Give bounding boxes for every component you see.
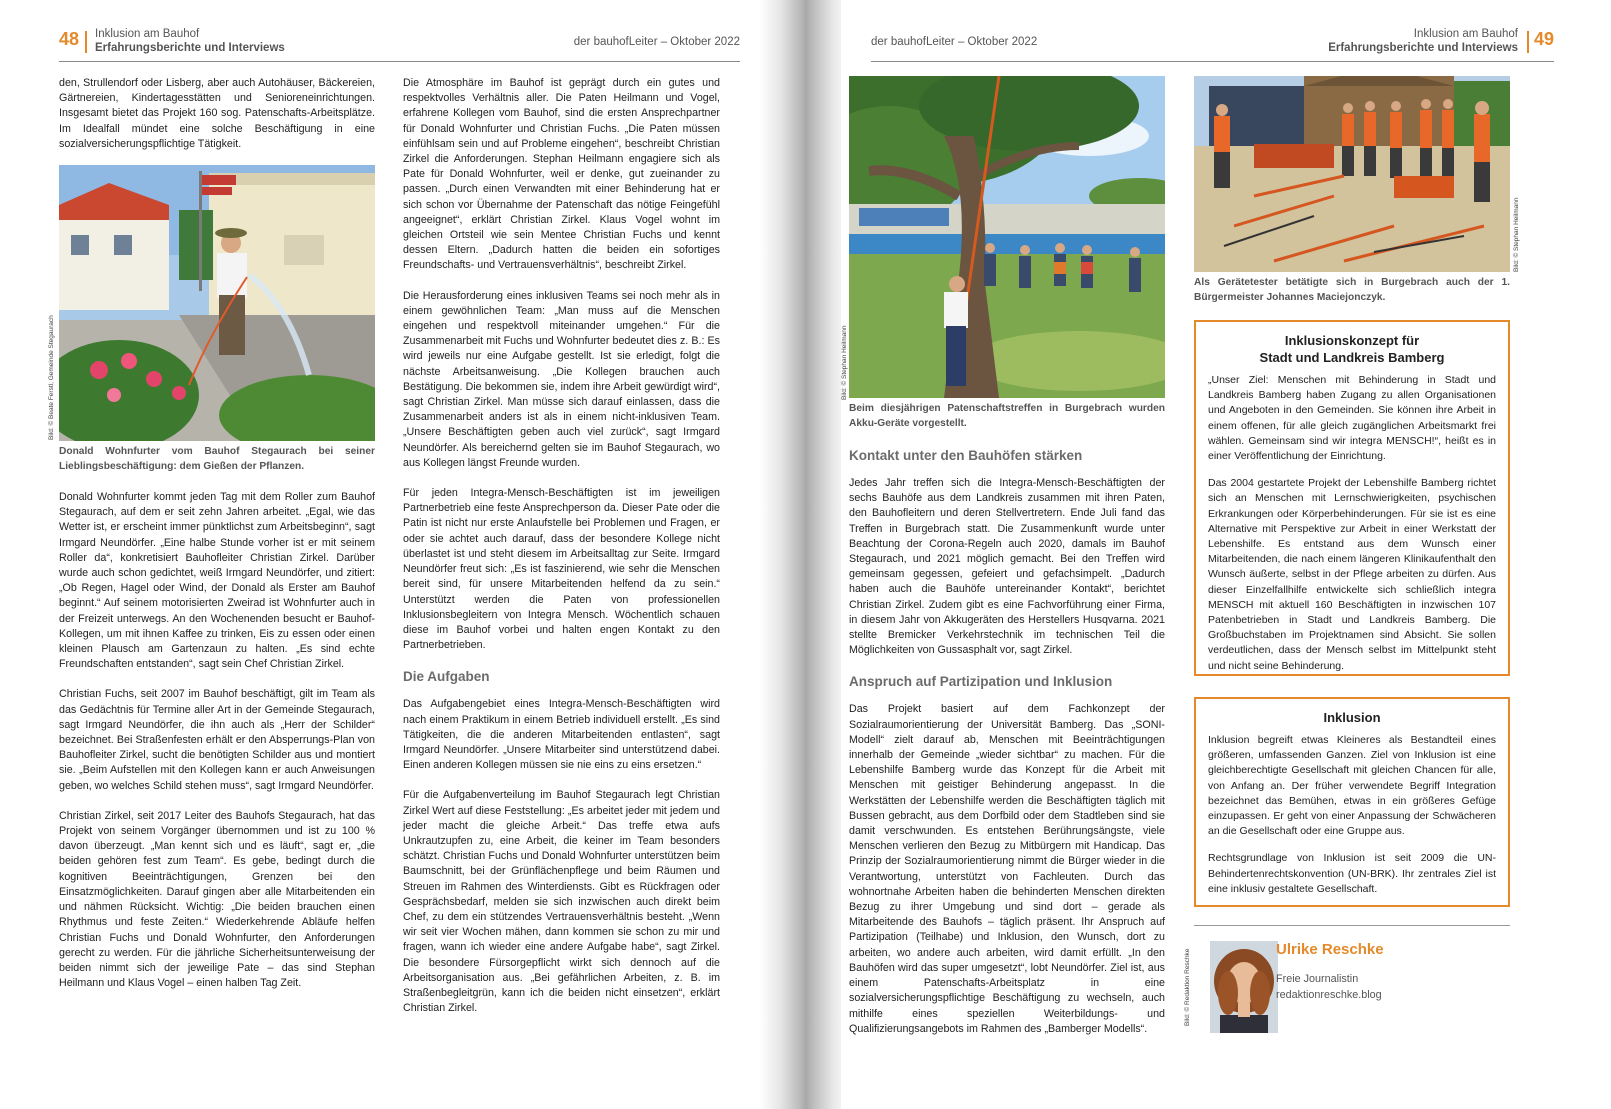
infobox-paragraph: Das 2004 gestartete Projekt der Lebenshilfe Bamberg richtet sich an Menschen mit Lernschwierigkeiten, psychischen Erkrankungen oder Körperbehinderungen. Für sie ist es eine Alternative mit Perspektive zur Arbeit in einer Werkstatt der Lebenshilfe. Es entstand aus dem Wunsch einer Mitarbeitenden, die nach einem längeren Klinikaufenthalt den Wunsch äußerte, selbst in der Pflege arbeiten zu dürfen. Aus dieser Einzelfallhilfe entwickelte sich schließlich integra MENSCH mit aktuell 160 Beschäftigten in inzwischen 107 Patenbetrieben in Stadt und Landkreis Bamberg. Die Großbuchstaben im Projektnamen sind Absicht. Sie sollen verdeutlichen, dass der Mensch selbst im Mittelpunkt steht und nicht seine Behinderung.	[1208, 477, 1496, 672]
author-photo	[1210, 941, 1278, 1033]
paragraph: Für jeden Integra-Mensch-Beschäftigten ist im jeweiligen Partnerbetrieb eine feste Ansprechperson da. Dieser Pate oder die Patin ist nicht nur erste Anlaufstelle bei Problemen und Fragen, er oder sie achtet auch darauf, dass der besondere Kollege nicht überlastet ist und steht diesem im Arbeitsalltag zur Seite. Irmgard Neundörfer freut sich: „Es ist faszinierend, wie sehr die Menschen bereit sind, für unsere Mitarbeitenden helfend da zu sein.“ Unterstützt werden die Paten von professionellen Inklusionsbegleitern von Integra Mensch. Wöchentlich schauen diese im Bauhof vorbei und halten engen Kontakt zu den Partnerbetrieben.	[403, 487, 720, 652]
magazine-issue: der bauhofLeiter – Oktober 2022	[871, 36, 1038, 48]
left-column-1	[59, 76, 375, 1006]
page-number: 49	[1533, 29, 1554, 49]
page-gutter	[760, 0, 852, 1109]
photo-caption: Donald Wohnfurter vom Bauhof Stegaurach bei seiner Lieblingsbeschäftigung: dem Gießen der Pflanzen.	[59, 446, 375, 472]
page-number: 48	[59, 29, 80, 49]
right-page-header	[871, 26, 1554, 62]
right-page	[841, 0, 1611, 1109]
infobox-title: Inklusion	[1323, 710, 1381, 725]
paragraph: Donald Wohnfurter kommt jeden Tag mit dem Roller zum Bauhof Stegaurach, auf dem er seit zehn Jahren arbeitet. „Egal, wie das Wetter ist, er erscheint immer pünktlichst zum Arbeitsbeginn“, sagt Irmgard Neundörfer. „Eine halbe Stunde vorher ist er mit seinem Roller da“, konkretisiert Bauhofleiter Christian Zirkel. Darüber wurde auch schon gedichtet, weiß Irmgard Neundörfer, und zitiert: „Ob Regen, Hagel oder Wind, der Donald als Erster am Bauhof beginnt.“ Auf seinem motorisierten Zweirad ist Wohnfurter auch in der Freizeit unterwegs. An den Wochenenden besucht er Bauhof-Kollegen, um mit ihnen Kaffee zu trinken, Eis zu essen oder einen kleinen Plausch am Gartenzaun zu halten. „Es sind echte Freundschaften entstanden“, sagt sein Chef Christian Zirkel.	[59, 491, 375, 671]
left-column-2	[403, 76, 720, 1031]
header-divider	[85, 31, 87, 53]
paragraph: Die Atmosphäre im Bauhof ist geprägt durch ein gutes und respektvolles Verhältnis aller. Die Paten Heilmann und Vogel, erfahrene Kollegen vom Bauhof, sind die ersten Ansprechpartner für Donald Wohnfurter und Christian Fuchs. „Die Paten müssen einfühlsam sein und auf Probleme eingehen“, beschreibt Christian Zirkel die Anforderungen. Stephan Heilmann engagiere sich als Pate für Donald Wohnfurter, weil er denke, gut zueinander zu passen. „Durch einen Verwandten mit einer Behinderung hat er sich schon vor Übernahme der Patenschaft das nötige Feingefühl angeeignet“, erklärt Christian Zirkel. Klaus Vogel wohnt im gleichen Ortsteil wie sein Mentee Christian Fuchs und kennt dessen Eltern. „Dadurch hatten die beiden ein sofortiges Freundschafts- und Vertrauensverhältnis“, beschreibt Zirkel.	[403, 77, 720, 272]
author-role	[1276, 971, 1382, 1003]
section-title: Inklusion am Bauhof	[95, 28, 200, 40]
photo-watering-plants	[59, 165, 375, 441]
header-divider	[1527, 31, 1529, 53]
paragraph: Christian Zirkel, seit 2017 Leiter des Bauhofs Stegaurach, hat das Projekt von seinem Vorgänger übernommen und ist zu 100 % davon überzeugt. „Man kennt sich und es läuft“, sagt er, „die beiden gehören fest zum Team“. Es gebe, bedingt durch die kognitiven Beeinträchtigungen, Grenzen bei den Einsatzmöglichkeiten. Darauf gingen aber alle Mitarbeitenden ein und nähmen Rücksicht. Wichtig: „Die beiden brauchen einen Rhythmus und feste Zeiten.“ Wiederkehrende Abläufe helfen Christian Fuchs und Donald Wohnfurter, den Anforderungen gerecht zu werden. Für die jährliche Sicherheitsunterweisung der beiden nimmt sich der jeweilige Pate – das sind Stephan Heilmann und Klaus Vogel – einen halben Tag Zeit.	[59, 809, 375, 990]
photo-geraetetester	[1194, 76, 1510, 272]
infobox-title-line-1: Inklusionskonzept für	[1284, 333, 1420, 348]
infobox-paragraph: „Unser Ziel: Menschen mit Behinderung in Stadt und Landkreis Bamberg haben Zugang zu allen Organisationen und Angeboten in den Gemeinden. Sie können ihre Arbeit in einem offenen, für alle gleich zugänglichen Arbeitsmarkt frei wählen. Gemeinsam sind wir integra MENSCH!“, heißt es in einer Veröffentlichung der Einrichtung.	[1208, 374, 1496, 463]
photo-caption: Als Gerätetester betätigte sich in Burgebrach auch der 1. Bürgermeister Johannes Maciejonczyk.	[1194, 277, 1510, 303]
section-heading: Anspruch auf Partizipation und Inklusion	[849, 674, 1113, 690]
left-page-header	[59, 26, 740, 62]
author-name: Ulrike Reschke	[1276, 941, 1384, 958]
paragraph: Die Herausforderung eines inklusiven Teams sei noch mehr als in einem gewöhnlichen Team: „Man muss auf die Menschen eingehen und respektvoll miteinander umgehen.“ Für die Zusammenarbeit mit Fuchs und Wohnfurter bedeutet dies z. B.: Es wird jeweils nur eine Aufgabe gestellt. Ist sie erledigt, folgt die nächste Arbeitsanweisung. „Die Kollegen brauchen auch Bestätigung. Die bekommen sie, indem ihre Arbeit gewürdigt wird“, sagt Christian Zirkel. Man müsse sich darauf einlassen, dass die Zusammenarbeit anders ist als in einem nicht-inklusiven Team. „Unsere Beschäftigten geben auch viel zurück“, sagt Irmgard Neundörfer. Als bereichernd gelten sie im Bauhof Stegaurach, wo aus Kollegen längst Freunde wurden.	[403, 289, 720, 469]
infobox-paragraph: Rechtsgrundlage von Inklusion ist seit 2009 die UN-Behindertenrechtskonvention (UN-BRK). Ihr zentrales Ziel ist eine inklusiv gestaltete Gesellschaft.	[1208, 852, 1496, 895]
left-page	[0, 0, 770, 1109]
author-role-text: Freie Journalistin	[1276, 973, 1359, 985]
section-subtitle: Erfahrungsberichte und Interviews	[95, 42, 285, 54]
infobox-inklusionskonzept	[1194, 320, 1510, 676]
paragraph: Das Aufgabengebiet eines Integra-Mensch-Beschäftigten wird nach einem Praktikum in einem Betrieb individuell erstellt. „Es sind Tätigkeiten, die die anderen Mitarbeitenden entlasten“, sagt Irmgard Neundörfer. „Unsere Mitarbeiter sind unterstützend dabei. Einen anderen Kollegen müssen sie nie eins zu eins ersetzen.“	[403, 698, 720, 772]
paragraph: Für die Aufgabenverteilung im Bauhof Stegaurach legt Christian Zirkel Wert auf diese Feststellung: „Es arbeitet jeder mit jedem und jeder macht die gleiche Arbeit.“ Das treffe etwa aufs Unkrautzupfen zu, eine Arbeit, die keiner im Team besonders schätzt. Christian Fuchs und Donald Wohnfurter unterstützen beim Baumschnitt, bei der Grünflächenpflege und beim Räumen und Streuen im Rahmen des Winterdiensts. Gibt es Rückfragen oder Gesprächsbedarf, melden sie sich inzwischen auch direkt beim Chef, zu dem ein stützendes Vertrauensverhältnis besteht. „Wenn wir seit vier Wochen mähen, dann kommen sie schon zu mir und fragen, wann ich wieder eine andere Aufgabe habe“, sagt Zirkel. Die besondere Fürsorgepflicht wirkt sich dennoch auf die Arbeitsorganisation aus. „Bei gefährlichen Arbeiten, z. B. im Straßenbegleitgrün, kann ich die beiden nicht einsetzen“, erklärt Christian Zirkel.	[403, 789, 720, 1015]
section-title: Inklusion am Bauhof	[1413, 28, 1518, 40]
infobox-title-line-2: Stadt und Landkreis Bamberg	[1259, 350, 1445, 365]
section-heading: Kontakt unter den Bauhöfen stärken	[849, 448, 1083, 463]
paragraph: Jedes Jahr treffen sich die Integra-Mensch-Beschäftigten der sechs Bauhöfe aus dem Landkreis zusammen mit ihren Paten, den Bauhofleitern und deren Stellvertretern. Ende Juli fand das Treffen in Burgebrach statt. Die Zusammenkunft wurde unter Beachtung der Corona-Regeln auch 2020, damals im Bauhof Stegaurach, und 2021 möglich gemacht. Bei den Treffen wird gemeinsam gegessen, gefeiert und gefachsimpelt. „Dadurch haben auch die Bauhöfe untereinander Kontakt“, berichtet Christian Zirkel. Zudem gibt es eine Fachvorführung einer Firma, in diesem Jahr von Akkugeräten des Herstellers Husqvarna. 2021 stellte Bremicker Verkehrstechnik im technischen Teil die Möglichkeiten von Gussasphalt vor, sagt Zirkel.	[849, 477, 1165, 657]
photo-credit-vertical: Bild: © Stephan Heilmann	[841, 325, 848, 400]
paragraph: Das Projekt basiert auf dem Fachkonzept der Sozialraumorientierung der Universität Bamberg. Das „SONI-Modell“ zielt darauf ab, Menschen mit Beeinträchtigungen innerhalb der Gemeinde „wieder sichtbar“ zu machen. Für die Lebenshilfe Bamberg wurde das Konzept für die Arbeit mit Menschen mit geistiger Behinderung angepasst. In die Werkstätten der Lebenshilfe werden die Beschäftigten täglich mit Bussen gebracht, aus dem Dorfbild oder dem Stadtleben sind sie damit verschwunden. Es entstehen Berührungsängste, viele Menschen verlieren den Bezug zu Mitbürgern mit Handicap. Das Prinzip der Sozialraumorientierung nimmt die Bürger wieder in die Verantwortung, unterstützt von Fachleuten. Durch das wohnortnahe Arbeiten haben die behinderten Menschen direkten Bezug zu ihrer Umgebung und sind dort – gerade als Mitarbeitende des Bauhofs – täglich präsent. Ihr Anspruch auf Partizipation (Teilhabe) und Inklusion, den Wunsch, dort zu arbeiten, wo andere auch arbeiten, wird damit erfüllt. „In den Bauhöfen wird das super umgesetzt“, lobt Neundörfer. Ziel ist, aus einem Patenschafts-Arbeitsplatz in eine sozialversicherungspflichtige Beschäftigung zu wechseln, auch mithilfe eines speziellen Weiterbildungs- und Qualifizierungsangebots im Rahmen des „Bamberger Modells“.	[849, 703, 1165, 1035]
section-heading: Die Aufgaben	[403, 669, 490, 685]
author-website: redaktionreschke.blog	[1276, 989, 1382, 1001]
paragraph: den, Strullendorf oder Lisberg, aber auch Autohäuser, Bäckereien, Gärtnereien, Kindertagesstätten und Senioreneinrichtungen. Insgesamt bietet das Projekt 160 sog. Patenschafts-Arbeitsplätze. Im Idealfall mündet eine solche Beschäftigung in eine sozialversicherungspflichtige Tätigkeit.	[59, 77, 375, 150]
paragraph: Christian Fuchs, seit 2007 im Bauhof beschäftigt, gilt im Team als das Gedächtnis für Termine aller Art in der Gemeinde Stegaurach, sagt Irmgard Neundörfer, die ihn auch als „Herr der Schilder“ bezeichnet. Bei Straßenfesten erhält er den Absperrungs-Plan von Bauhofleiter Zirkel, sucht die benötigten Schilder aus und montiert sie. „Beim Aufstellen mit den Kollegen kann er auch Anweisungen geben, wo welches Schild stehen muss“, sagt Irmgard Neundörfer.	[59, 688, 375, 792]
photo-patenschaftstreffen	[849, 76, 1165, 398]
magazine-issue: der bauhofLeiter – Oktober 2022	[573, 36, 740, 48]
photo-credit-vertical: Bild: © Beate Ferstl, Gemeinde Stegaurach	[48, 315, 55, 440]
infobox-title	[1208, 332, 1496, 366]
section-subtitle: Erfahrungsberichte und Interviews	[1328, 42, 1518, 54]
right-column-1	[849, 76, 1165, 1052]
author-block	[1184, 925, 1510, 1055]
photo-credit-vertical: Bild: © Redaktion Reschke	[1184, 948, 1191, 1026]
infobox-inklusion	[1194, 697, 1510, 907]
infobox-paragraph: Inklusion begreift etwas Kleineres als Bestandteil eines größeren, umfassenden Ganzen. Ziel von Inklusion ist eine gleichberechtigte Gesellschaft mit gleichen Chancen für alle, von Anfang an. Der früher verwendete Begriff Integration bezeichnet das Bemühen, etwas in ein größeres Gefüge einzupassen. Er geht von einer Anpassung der Schwächeren an die Gesellschaft oder eine Gruppe aus.	[1208, 734, 1496, 838]
photo-credit-vertical: Bild: © Stephan Heilmann	[1513, 197, 1520, 272]
photo-caption: Beim diesjährigen Patenschaftstreffen in Burgebrach wurden Akku-Geräte vorgestellt.	[849, 403, 1165, 429]
